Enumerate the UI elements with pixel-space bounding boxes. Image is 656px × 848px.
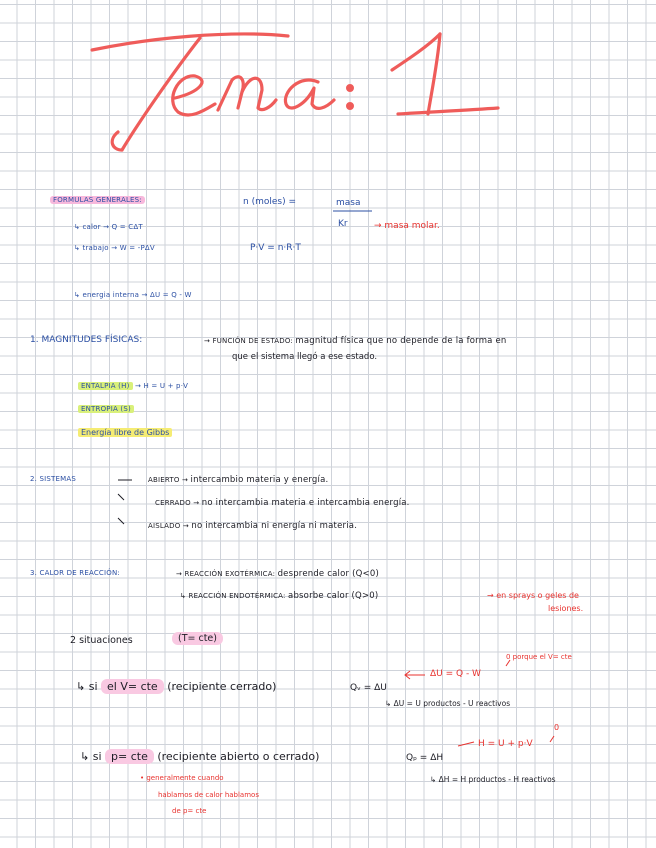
magnitudes-heading: 1. MAGNITUDES FÍSICAS:: [30, 335, 143, 345]
molar-note: → masa molar.: [374, 221, 440, 231]
situation-1-red-eq: ΔU = Q - W: [430, 669, 481, 679]
pressure-note-1: • generalmente cuando: [140, 774, 224, 782]
exo-line: → REACCIÓN EXOTÉRMICA: desprende calor (Q<0): [176, 569, 379, 579]
endo-line: ↳ REACCIÓN ENDOTÉRMICA: absorbe calor (Q>0): [180, 591, 379, 601]
moles-numerator: masa: [336, 198, 361, 208]
calor-line: ↳ calor → Q = CΔT: [74, 223, 143, 231]
situation-1-note: 0 porque el V= cte: [506, 653, 572, 661]
situation-2-line: ↳ si p= cte (recipiente abierto o cerrado): [80, 750, 320, 763]
situaciones-label: 2 situaciones: [70, 635, 133, 646]
pressure-note-2: hablamos de calor hablamos: [158, 791, 259, 799]
funcion-line-2: que el sistema llegó a ese estado.: [232, 352, 378, 362]
page-title: [98, 40, 102, 41]
spray-note-2: lesiones.: [548, 604, 584, 613]
gas-equation: P·V = n·R·T: [250, 243, 301, 253]
moles-denominator: Kr: [338, 219, 348, 229]
abierto-line: ABIERTO → intercambio materia y energía.: [148, 475, 329, 485]
situation-2-eq: Qₚ = ΔH: [406, 753, 444, 763]
situation-1-line: ↳ si el V= cte (recipiente cerrado): [76, 680, 277, 693]
sistemas-heading: 2. SISTEMAS: [30, 475, 77, 483]
entalpia-line: ENTALPIA (H) → H = U + p·V: [78, 383, 188, 390]
temperature-badge: (T= cte): [172, 634, 223, 644]
situation-2-zero: 0: [554, 723, 560, 732]
calor-heading: 3. CALOR DE REACCIÓN:: [30, 569, 120, 577]
funcion-line-1: → FUNCIÓN DE ESTADO: magnitud física que no depende de la forma en: [204, 336, 507, 346]
spray-note-1: → en sprays o geles de: [487, 591, 579, 600]
moles-lhs: n (moles) =: [243, 197, 296, 207]
pressure-note-3: de p= cte: [172, 807, 207, 815]
gibbs-label: Energía libre de Gibbs: [78, 429, 172, 437]
cerrado-line: CERRADO → no intercambia materia e intercambia energía.: [155, 498, 410, 508]
trabajo-line: ↳ trabajo → W = -PΔV: [74, 244, 155, 252]
situation-1-eq: Qᵥ = ΔU: [350, 683, 387, 693]
entropia-label: ENTROPIA (S): [78, 406, 134, 413]
formulas-heading: FORMULAS GENERALES:: [50, 197, 145, 204]
situation-1-diff: ↳ ΔU = U productos - U reactivos: [385, 699, 511, 708]
energia-line: ↳ energia interna → ΔU = Q - W: [74, 291, 192, 299]
aislado-line: AISLADO → no intercambia ni energía ni materia.: [148, 521, 358, 531]
situation-2-diff: ↳ ΔH = H productos - H reactivos: [430, 775, 556, 784]
situation-2-red-eq: H = U + p·V: [478, 739, 533, 749]
